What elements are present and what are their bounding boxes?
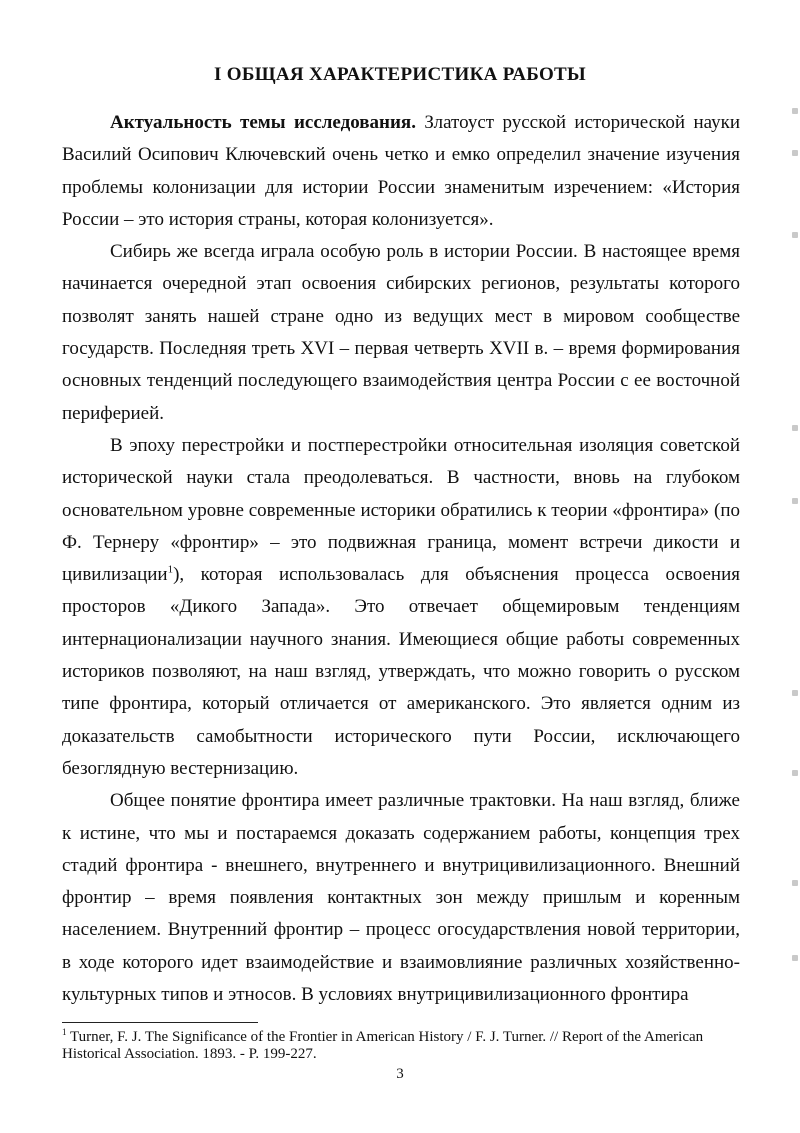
- section-heading: I ОБЩАЯ ХАРАКТЕРИСТИКА РАБОТЫ: [214, 64, 586, 85]
- body-text: [62, 107, 740, 1011]
- scan-edge-marks: [786, 0, 800, 1133]
- paragraph-frontier-theory: [62, 430, 740, 785]
- paragraph-text: В эпоху перестройки и постперестройки относительная изоляция советской исторической науки стала преодолеваться. В частности, вновь на глубоком основательном уровне современные историки обратились к теории «фронтира» (по Ф. Тернеру «фронтир» – это подвижная граница, момент встречи дикости и цивилизации: [62, 434, 740, 586]
- footnote-number: 1: [62, 1027, 67, 1037]
- footnote-reference[interactable]: 1: [167, 563, 174, 576]
- paragraph-text: ), которая использовалась для объяснения процесса освоения просторов «Дикого Запада». Это отвечает общемировым тенденциям интернационализации научного знания. Имеющиеся общие работы современных историков позволяют, на наш взгляд, утверждать, что можно говорить о русском типе фронтира, который отличается от американского. Это является одним из доказательств самобытности исторического пути России, исключающего безоглядную вестернизацию.: [62, 564, 740, 779]
- footnote-text: Turner, F. J. The Significance of the Frontier in American History / F. J. Turner. // Report of the American Historical Association. 1893. - P. 199-227.: [62, 1029, 704, 1062]
- paragraph-siberia: Сибирь же всегда играла особую роль в истории России. В настоящее время начинается очередной этап освоения сибирских регионов, результаты которого позволят занять нашей стране одно из ведущих мест в мировом сообществе государств. Последняя треть XVI – первая четверть XVII в. – время формирования основных тенденций последующего взаимодействия центра России с ее восточной периферией.: [62, 241, 740, 424]
- paragraph-text: Златоуст русской исторической науки Василий Осипович Ключевский очень четко и емко определил значение изучения проблемы колонизации для истории России знаменитым изречением: «История России – это история страны, которая колонизуется».: [62, 112, 740, 230]
- footnote: [62, 1029, 740, 1063]
- paragraph-frontier-concept: Общее понятие фронтира имеет различные трактовки. На наш взгляд, ближе к истине, что мы и постараемся доказать содержанием работы, концепция трех стадий фронтира - внешнего, внутреннего и внутрицивилизационного. Внешний фронтир – время появления контактных зон между пришлым и коренным населением. Внутренний фронтир – процесс огосударствления новой территории, в ходе которого идет взаимодействие и взаимовлияние различных хозяйственно-культурных типов и этносов. В условиях внутрицивилизационного фронтира: [62, 790, 740, 1006]
- footnote-separator: [62, 1022, 258, 1023]
- relevance-lead: Актуальность темы исследования.: [110, 112, 416, 133]
- page-number: 3: [396, 1066, 404, 1082]
- paragraph-relevance: [62, 107, 740, 236]
